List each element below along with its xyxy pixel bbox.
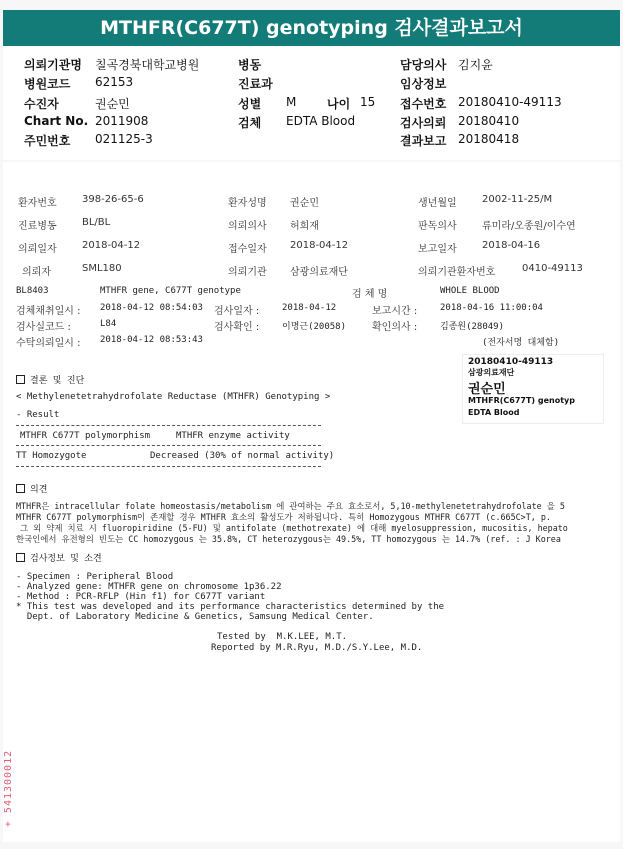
birth-value: 2002-11-25/M: [482, 194, 553, 205]
results-result-label: - Result: [16, 410, 60, 420]
req-inst-pno-value: 0410-49113: [522, 263, 583, 274]
req-inst-value: 삼광의료재단: [290, 267, 348, 278]
divider: [16, 466, 321, 467]
sex-label: 성별: [238, 97, 262, 111]
sticker-test: MTHFR(C677T) genotyp: [468, 396, 575, 405]
request-label: 검사의뢰: [400, 116, 447, 130]
method-line-4: * This test was developed and its performance characteristics determined by the: [16, 602, 445, 612]
results-section-title: [16, 373, 84, 386]
report-time-value: 2018-04-16 11:00:04: [440, 303, 543, 313]
hospital-code-label: 병원코드: [24, 77, 71, 91]
request-value: 20180410: [458, 114, 520, 128]
req-inst-label: 의뢰기관: [228, 267, 267, 278]
institution-value: 칠곡경북대학교병원: [95, 58, 200, 72]
patient-value: 권순민: [95, 97, 130, 111]
ward-label2: 진료병동: [18, 221, 57, 232]
reader-label: 판독의사: [418, 221, 457, 232]
opinion-line-2: MTHFR C677T polymorphism이 존재할 경우 MTHFR 효소의 활성도가 저하됩니다. 특히 Homozygous MTHFR C677T (c.665C>T, p.: [16, 512, 551, 522]
doctor-value: 김지윤: [458, 58, 493, 72]
birth-label: 생년월일: [418, 198, 457, 209]
collect-value: 2018-04-12 08:54:03: [100, 303, 203, 313]
results-col2: MTHFR enzyme activity: [176, 431, 290, 441]
patient-no-value: 398-26-65-6: [82, 194, 144, 205]
ward-value2: BL/BL: [82, 217, 111, 228]
side-serial-number: + 541300012: [3, 749, 15, 828]
opinion-line-1: MTHFR은 intracellular folate homeostasis/metabolism 에 관여하는 주요 효소로서, 5,10-methylenetetrahydrofolate 을 5: [16, 501, 565, 511]
req-doctor-value: 허희재: [290, 221, 319, 232]
recv-date-label: 접수일자: [228, 244, 267, 255]
patient-name-label: 환자성명: [228, 198, 267, 209]
age-value: 15: [360, 95, 376, 109]
collect-label: 검체채취일시 :: [16, 306, 81, 317]
id-label: 주민번호: [24, 134, 71, 148]
chart-value: 2011908: [95, 114, 149, 128]
sticker-patient: 권순민: [468, 382, 506, 397]
report-date-label: 보고일자: [418, 244, 457, 255]
sticker-institution: 삼광의료재단: [468, 368, 515, 377]
receipt-label: 접수번호: [400, 97, 447, 111]
test-code: BL8403: [16, 286, 49, 296]
opinion-title-text: 의견: [30, 485, 48, 495]
report-date-value: 2018-04-16: [482, 240, 541, 251]
dept-label: 진료과: [238, 77, 273, 91]
method-line-5: Dept. of Laboratory Medicine & Genetics, Samsung Medical Center.: [16, 612, 374, 622]
room-label: 검사실코드 :: [16, 322, 71, 333]
results-test-title: < Methylenetetrahydrofolate Reductase (MTHFR) Genotyping >: [16, 392, 331, 402]
hospital-code-value: 62153: [95, 75, 134, 89]
specimen-label: 검체: [238, 116, 262, 130]
req-date-label: 의뢰일자: [18, 244, 57, 255]
report-value: 20180418: [458, 132, 520, 146]
results-title-text: 결론 및 진단: [30, 376, 85, 386]
patient-name-value: 권순민: [290, 198, 319, 209]
method-section-title: [16, 551, 102, 564]
method-line-1: - Specimen : Peripheral Blood: [16, 572, 174, 582]
method-line-3: - Method : PCR-RFLP (Hin f1) for C677T variant: [16, 592, 266, 602]
specimen-name-value: WHOLE BLOOD: [440, 286, 500, 296]
sticker-receipt-no: 20180410-49113: [468, 357, 554, 367]
section-bullet-icon: [16, 484, 25, 493]
report-label: 결과보고: [400, 134, 447, 148]
req-date-value: 2018-04-12: [82, 240, 141, 251]
method-title-text: 검사정보 및 소견: [30, 554, 102, 564]
method-line-2: - Analyzed gene: MTHFR gene on chromosome 1p36.22: [16, 582, 282, 592]
reader-value: 류미라/오종원/이수연: [482, 221, 576, 232]
test-date-label: 검사일자 :: [214, 306, 260, 317]
test-date-value: 2018-04-12: [282, 303, 337, 313]
sticker-specimen: EDTA Blood: [468, 408, 520, 417]
id-value: 021125-3: [95, 132, 153, 146]
divider: [16, 445, 321, 446]
sex-value: M: [286, 95, 297, 109]
req-inst-pno-label: 의뢰기관환자번호: [418, 267, 496, 278]
confirm-doc-value: 김종원(28049): [440, 322, 505, 332]
results-val1: TT Homozygote: [16, 451, 87, 461]
results-col1: MTHFR C677T polymorphism: [20, 431, 151, 441]
specimen-name-label: 검 체 명: [352, 289, 388, 300]
divider: [16, 425, 321, 426]
report-title: MTHFR(C677T) genotyping 검사결과보고서: [3, 10, 620, 46]
ward-label: 병동: [238, 58, 262, 72]
recv-date-value: 2018-04-12: [290, 240, 349, 251]
opinion-line-3: 그 외 약제 치료 시 fluoropiridine (5-FU) 및 antifolate (methotrexate) 에 대해 myelosuppression, mucositis, hepato: [20, 523, 568, 533]
req-doctor-label: 의뢰의사: [228, 221, 267, 232]
tested-by: Tested by M.K.LEE, M.T.: [217, 632, 348, 642]
section-bullet-icon: [16, 553, 25, 562]
doctor-label: 담당의사: [400, 58, 447, 72]
section-bullet-icon: [16, 375, 25, 384]
institution-label: 의뢰기관명: [24, 58, 82, 72]
test-name: MTHFR gene, C677T genotype: [100, 286, 241, 296]
requester-value: SML180: [82, 263, 122, 274]
recv-time-label: 수탁의뢰일시 :: [16, 338, 81, 349]
patient-label: 수진자: [24, 97, 59, 111]
reported-by: Reported by M.R.Ryu, M.D./S.Y.Lee, M.D.: [211, 643, 423, 653]
age-label: 나이: [327, 97, 351, 111]
report-time-label: 보고시간 :: [372, 306, 418, 317]
opinion-section-title: [16, 482, 47, 495]
specimen-value: EDTA Blood: [286, 114, 356, 128]
esign-note: (전자서명 대체함): [482, 338, 560, 348]
confirm-doc-label: 확인의사 :: [372, 322, 418, 333]
room-value: L84: [100, 319, 117, 329]
requester-label: 의뢰자: [22, 267, 51, 278]
chart-label: Chart No.: [24, 114, 89, 128]
receipt-value: 20180410-49113: [458, 95, 562, 109]
recv-time-value: 2018-04-12 08:53:43: [100, 335, 203, 345]
patient-no-label: 환자번호: [18, 198, 57, 209]
clinical-label: 임상정보: [400, 77, 447, 91]
opinion-line-4: 한국인에서 유전형의 빈도는 CC homozygous 는 35.8%, CT heterozygous는 49.5%, TT homozygous 는 14.7% (ref. : J Korea: [16, 534, 561, 544]
confirm-value: 이명근(20058): [282, 322, 347, 332]
results-val2: Decreased (30% of normal activity): [150, 451, 335, 461]
confirm-label: 검사확인 :: [214, 322, 260, 333]
